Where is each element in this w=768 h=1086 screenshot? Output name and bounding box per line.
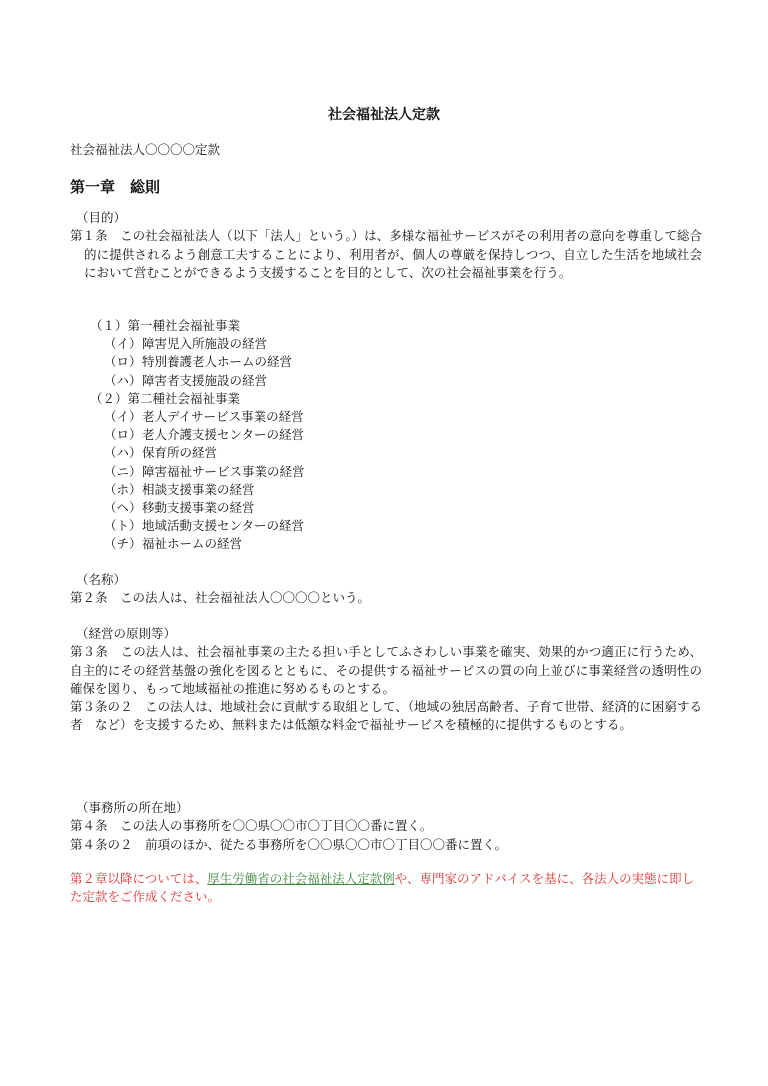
list-item: （ニ）障害福祉サービス事業の経営	[104, 463, 305, 479]
list-item: （チ）福祉ホームの経営	[104, 536, 243, 552]
section-heading: （経営の原則等）	[76, 626, 177, 641]
note-text-after: や、専門家のアドバイスを基に、各法人の実態に即した定款をご作成ください。	[70, 871, 695, 905]
article-3: 第３条 この法人は、社会福祉事業の主たる担い手としてふさわしい事業を確実、効果的かつ適正に行うため、自主的にその経営基盤の強化を図るとともに、その提供する福祉サービスの質の向上並びに事業経営の透明性の確保を図り、もって地域福祉の推進に努めるものとする。	[70, 644, 702, 696]
list-item: （イ）老人デイサービス事業の経営	[104, 409, 304, 425]
category-second-type: （２）第二種社会福祉事業	[90, 390, 241, 406]
business-list	[90, 317, 305, 554]
article-2: 第２条 この法人は、社会福祉法人〇〇〇〇という。	[70, 590, 371, 606]
section-principle	[70, 625, 702, 735]
article-4-2: 第４条の２ 前項のほか、従たる事務所を〇〇県〇〇市〇丁目〇〇番に置く。	[70, 836, 508, 852]
category-first-type: （１）第一種社会福祉事業	[90, 318, 241, 333]
list-item: （ハ）障害者支援施設の経営	[104, 372, 268, 388]
guidance-note	[70, 870, 702, 907]
list-item: （ト）地域活動支援センターの経営	[104, 518, 305, 534]
document-subtitle: 社会福祉法人〇〇〇〇定款	[70, 142, 221, 157]
section-name	[70, 571, 702, 608]
article-4: 第４条 この法人の事務所を〇〇県〇〇市〇丁目〇〇番に置く。	[70, 818, 433, 834]
document-title: 社会福祉法人定款	[328, 107, 440, 123]
list-item: （ロ）特別養護老人ホームの経営	[104, 354, 293, 370]
list-item: （ロ）老人介護支援センターの経営	[104, 427, 305, 443]
list-item: （ヘ）移動支援事業の経営	[104, 500, 255, 516]
section-heading: （事務所の所在地）	[76, 800, 189, 815]
list-item: （イ）障害児入所施設の経営	[104, 336, 268, 352]
list-item: （ホ）相談支援事業の経営	[104, 481, 255, 497]
section-heading: （目的）	[76, 210, 127, 225]
section-purpose	[70, 209, 702, 282]
article-1: 第１条 この社会福祉法人（以下「法人」という。）は、多様な福祉サービスがその利用者の意向を尊重して総合的に提供されるよう創意工夫することにより、利用者が、個人の尊厳を保持しつつ、自立した生活を地域社会において営むことができるよう支援することを目的として、次の社会福祉事業を行う。	[70, 228, 702, 280]
article-3-2: 第３条の２ この法人は、地域社会に貢献する取組として、（地域の独居高齢者、子育て世帯、経済的に困窮する者 など）を支援するため、無料または低額な料金で福祉サービスを積極的に提供するものとする。	[70, 699, 702, 733]
chapter-heading: 第一章 総則	[70, 178, 161, 196]
note-text-before: 第２章以降については、	[70, 871, 208, 886]
section-heading: （名称）	[76, 572, 127, 587]
list-item: （ハ）保育所の経営	[104, 445, 218, 461]
model-articles-link[interactable]: 厚生労働省の社会福祉法人定款例	[207, 871, 395, 886]
section-office	[70, 799, 702, 854]
